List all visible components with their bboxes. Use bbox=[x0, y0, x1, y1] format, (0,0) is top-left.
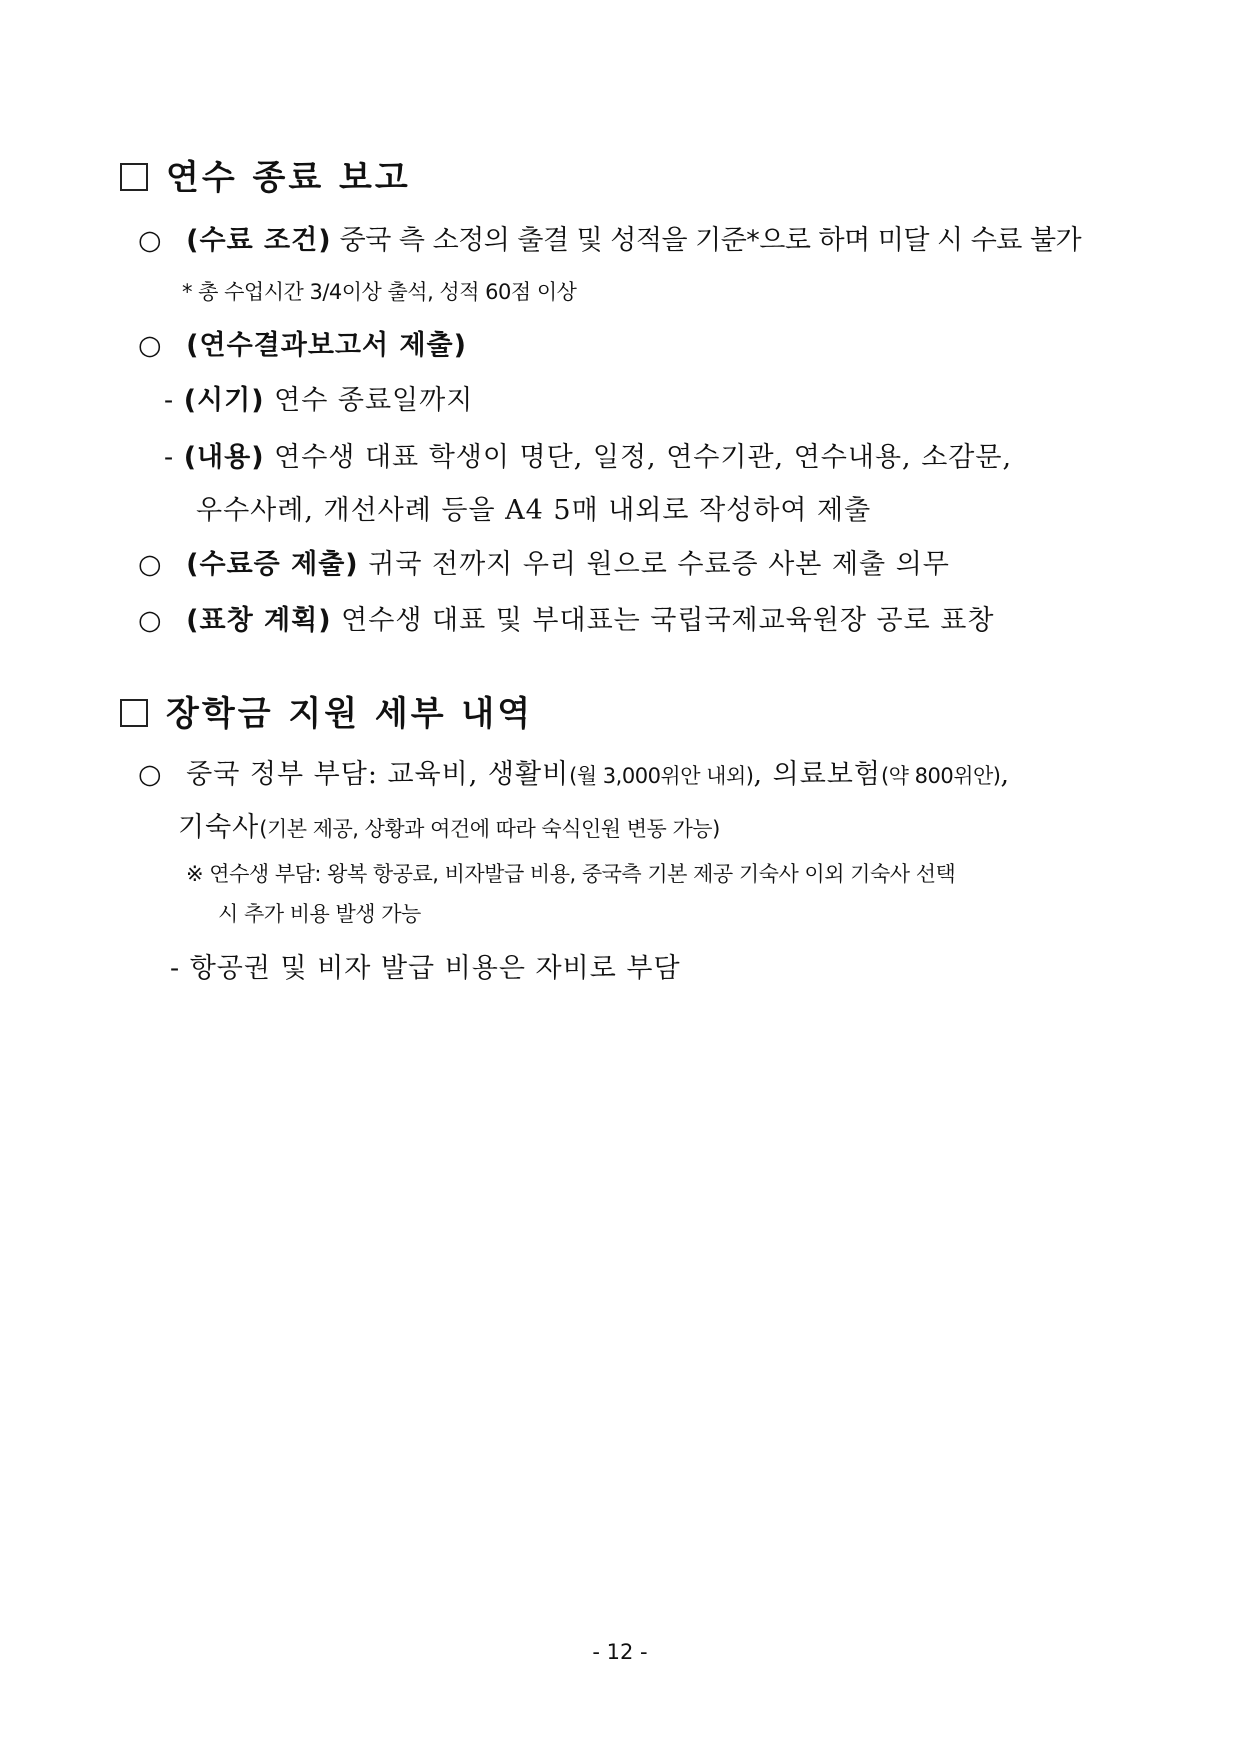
sub-item-content: - (내용) 연수생 대표 학생이 명단, 일정, 연수기관, 연수내용, 소감문, bbox=[164, 442, 1013, 473]
reference-mark-icon: ※ bbox=[186, 862, 204, 886]
list-item-award-plan: ○ (표창 계획) 연수생 대표 및 부대표는 국립국제교육원장 공로 표창 bbox=[138, 605, 995, 636]
note-trainee-costs: ※ 연수생 부담: 왕복 항공료, 비자발급 비용, 중국측 기본 제공 기숙사 이외 기숙사 선택 bbox=[186, 862, 956, 886]
list-item-certificate-submission: ○ (수료증 제출) 귀국 전까지 우리 원으로 수료증 사본 제출 의무 bbox=[138, 549, 950, 580]
list-item-dormitory: 기숙사(기본 제공, 상황과 여건에 따라 숙식인원 변동 가능) bbox=[178, 812, 720, 843]
sub-item-content-continued: 우수사례, 개선사례 등을 A4 5매 내외로 작성하여 제출 bbox=[196, 495, 872, 526]
footnote-attendance: * 총 수업시간 3/4이상 출석, 성적 60점 이상 bbox=[182, 280, 577, 304]
list-item-report-submission: ○ (연수결과보고서 제출) bbox=[138, 330, 467, 361]
bullet-circle-icon: ○ bbox=[138, 759, 163, 790]
list-item-completion-condition: ○ (수료 조건) 중국 측 소정의 출결 및 성적을 기준*으로 하며 미달 시 수료 불가 bbox=[138, 225, 1082, 256]
bullet-circle-icon: ○ bbox=[138, 225, 163, 256]
sub-item-airfare-visa: - 항공권 및 비자 발급 비용은 자비로 부담 bbox=[170, 953, 681, 984]
bullet-circle-icon: ○ bbox=[138, 605, 163, 636]
section-heading-scholarship-details: 장학금 지원 세부 내역 bbox=[120, 686, 533, 735]
checkbox-square-icon bbox=[120, 699, 148, 727]
section-heading-completion-report: 연수 종료 보고 bbox=[120, 150, 411, 199]
list-item-china-government-coverage: ○ 중국 정부 부담: 교육비, 생활비(월 3,000위안 내외), 의료보험(약 800위안), bbox=[138, 759, 1011, 790]
checkbox-square-icon bbox=[120, 163, 148, 191]
bullet-circle-icon: ○ bbox=[138, 549, 163, 580]
sub-item-timing: - (시기) 연수 종료일까지 bbox=[164, 385, 474, 416]
note-trainee-costs-continued: 시 추가 비용 발생 가능 bbox=[218, 902, 421, 926]
bullet-circle-icon: ○ bbox=[138, 330, 163, 361]
page-number: - 12 - bbox=[592, 1640, 648, 1664]
